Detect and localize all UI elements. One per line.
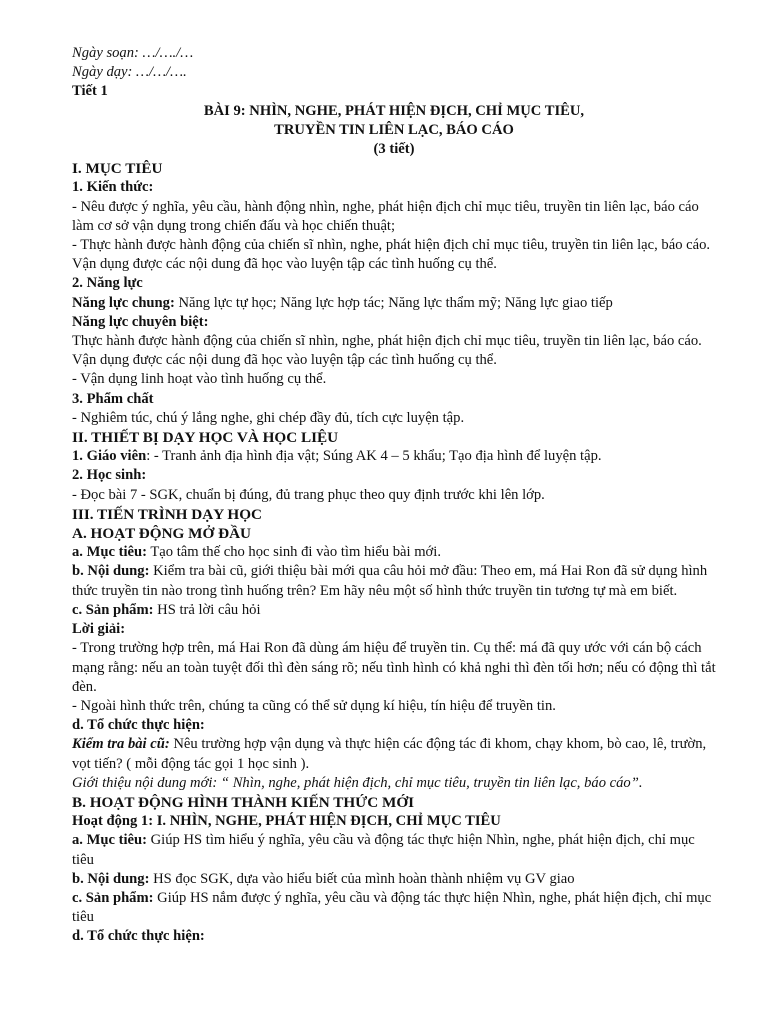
- label-nang-luc-chung: Năng lực chung:: [72, 294, 175, 311]
- paragraph-giao-vien: [72, 447, 716, 466]
- label-a-noi-dung: b. Nội dung:: [72, 563, 150, 580]
- paragraph-gioi-thieu-noi-dung: Giới thiệu nội dung mới: “ Nhìn, nghe, phát hiện địch, chỉ mục tiêu, truyền tin liên lạc, báo cáo”.: [72, 774, 643, 791]
- text-kiem-tra-bai-cu: Nêu trường hợp vận dụng và thực hiện các động tác đi khom, chạy khom, bò cao, lê, trườn, vọt tiến? ( mỗi động tác gọi 1 học sinh ).: [72, 736, 707, 772]
- lesson-title-line1: BÀI 9: NHÌN, NGHE, PHÁT HIỆN ĐỊCH, CHỈ MỤC TIÊU,: [203, 102, 585, 119]
- label-giao-vien: 1. Giáo viên: [72, 448, 147, 465]
- paragraph-hoc-sinh: - Đọc bài 7 - SGK, chuẩn bị đúng, đủ trang phục theo quy định trước khi lên lớp.: [72, 486, 545, 503]
- subheading-loi-giai: Lời giải:: [72, 621, 126, 638]
- paragraph-loi-giai-1: - Trong trường hợp trên, má Hai Ron đã dùng ám hiệu để truyền tin. Cụ thể: má đã quy ước với cán bộ cách mạng rằng: nếu an toàn tuyệt đối thì đèn sáng rõ; nếu tình hình có khả nghi thì đèn tối hơn; nếu có động thì tắt đèn.: [72, 640, 716, 695]
- paragraph-kien-thuc-2: - Thực hành được hành động của chiến sĩ nhìn, nghe, phát hiện địch chỉ mục tiêu, truyền tin liên lạc, báo cáo. Vận dụng được các nội dung đã học vào luyện tập các tình huống cụ thể.: [72, 237, 711, 273]
- paragraph-a-muc-tieu: [72, 543, 716, 562]
- paragraph-b-san-pham: [72, 889, 716, 927]
- section-heading-muc-tieu: I. MỤC TIÊU: [72, 160, 163, 178]
- text-a-muc-tieu: Tạo tâm thế cho học sinh đi vào tìm hiểu bài mới.: [146, 544, 441, 561]
- section-heading-thiet-bi: II. THIẾT BỊ DẠY HỌC VÀ HỌC LIỆU: [72, 429, 339, 447]
- subheading-a-to-chuc: d. Tổ chức thực hiện:: [72, 717, 205, 734]
- lesson-title-line3: (3 tiết): [373, 141, 415, 158]
- text-nang-luc-chung: Năng lực tự học; Năng lực hợp tác; Năng lực thẩm mỹ; Năng lực giao tiếp: [174, 294, 613, 311]
- subheading-b-to-chuc: d. Tổ chức thực hiện:: [72, 928, 205, 945]
- paragraph-kien-thuc-1: - Nêu được ý nghĩa, yêu cầu, hành động nhìn, nghe, phát hiện địch chỉ mục tiêu, truyền tin liên lạc, báo cáo làm cơ sở vận dụng trong chiến đấu và học chiến thuật;: [72, 198, 699, 234]
- paragraph-pham-chat: - Nghiêm túc, chú ý lắng nghe, ghi chép đầy đủ, tích cực luyện tập.: [72, 409, 465, 426]
- subheading-kien-thuc: 1. Kiến thức:: [72, 179, 154, 196]
- paragraph-kiem-tra-bai-cu: [72, 735, 716, 773]
- paragraph-a-san-pham: [72, 601, 716, 620]
- heading-hoat-dong-1: Hoạt động 1: I. NHÌN, NGHE, PHÁT HIỆN ĐỊCH, CHỈ MỤC TIÊU: [72, 813, 501, 830]
- label-a-muc-tieu: a. Mục tiêu:: [72, 544, 147, 561]
- subheading-pham-chat: 3. Phẩm chất: [72, 390, 154, 407]
- subheading-nang-luc-chuyen-biet: Năng lực chuyên biệt:: [72, 313, 209, 330]
- paragraph-loi-giai-2: - Ngoài hình thức trên, chúng ta cũng có thể sử dụng kí hiệu, tín hiệu để truyền tin.: [72, 697, 556, 714]
- lesson-title-line2: TRUYỀN TIN LIÊN LẠC, BÁO CÁO: [274, 121, 514, 138]
- label-b-san-pham: c. Sản phẩm:: [72, 889, 154, 906]
- ngay-day: Ngày dạy: …/…/….: [72, 64, 187, 81]
- label-b-muc-tieu: a. Mục tiêu:: [72, 832, 147, 849]
- subheading-nang-luc: 2. Năng lực: [72, 275, 143, 292]
- ngay-soan: Ngày soạn: …/…./…: [72, 45, 194, 61]
- text-a-san-pham: HS trả lời câu hỏi: [153, 601, 261, 618]
- paragraph-nang-luc-chung: [72, 294, 716, 313]
- text-a-noi-dung: Kiểm tra bài cũ, giới thiệu bài mới qua câu hỏi mở đầu: Theo em, má Hai Ron đã sử dụng hình thức truyền tin nào trong tình huống trên? Em hãy nêu một số hình thức truyền tin tương tự mà em biết.: [72, 563, 708, 599]
- paragraph-nang-luc-chuyen-biet-2: - Vận dụng linh hoạt vào tình huống cụ thể.: [72, 371, 327, 388]
- label-kiem-tra-bai-cu: Kiểm tra bài cũ:: [72, 736, 170, 753]
- heading-hoat-dong-mo-dau: A. HOẠT ĐỘNG MỞ ĐẦU: [72, 525, 252, 543]
- paragraph-a-noi-dung: [72, 562, 716, 600]
- text-b-noi-dung: HS đọc SGK, dựa vào hiểu biết của mình hoàn thành nhiệm vụ GV giao: [149, 870, 575, 887]
- label-a-san-pham: c. Sản phẩm:: [72, 601, 154, 618]
- heading-hinh-thanh-kien-thuc: B. HOẠT ĐỘNG HÌNH THÀNH KIẾN THỨC MỚI: [72, 793, 415, 811]
- tiet: Tiết 1: [72, 83, 108, 100]
- text-b-muc-tieu: Giúp HS tìm hiểu ý nghĩa, yêu cầu và động tác thực hiện Nhìn, nghe, phát hiện địch, chỉ mục tiêu: [72, 832, 695, 868]
- paragraph-b-muc-tieu: [72, 831, 716, 869]
- subheading-hoc-sinh: 2. Học sinh:: [72, 467, 147, 484]
- text-b-san-pham: Giúp HS nắm được ý nghĩa, yêu cầu và động tác thực hiện Nhìn, nghe, phát hiện địch, chỉ mục tiêu: [72, 889, 712, 926]
- paragraph-b-noi-dung: [72, 870, 716, 889]
- paragraph-nang-luc-chuyen-biet-1: Thực hành được hành động của chiến sĩ nhìn, nghe, phát hiện địch chỉ mục tiêu, truyền tin liên lạc, báo cáo. Vận dụng được các nội dung đã học vào luyện tập các tình huống cụ thể.: [72, 333, 702, 369]
- text-giao-vien: : - Tranh ảnh địa hình địa vật; Súng AK 4 – 5 khẩu; Tạo địa hình để luyện tập.: [146, 448, 602, 465]
- section-heading-tien-trinh: III. TIẾN TRÌNH DẠY HỌC: [72, 505, 263, 523]
- label-b-noi-dung: b. Nội dung:: [72, 870, 150, 887]
